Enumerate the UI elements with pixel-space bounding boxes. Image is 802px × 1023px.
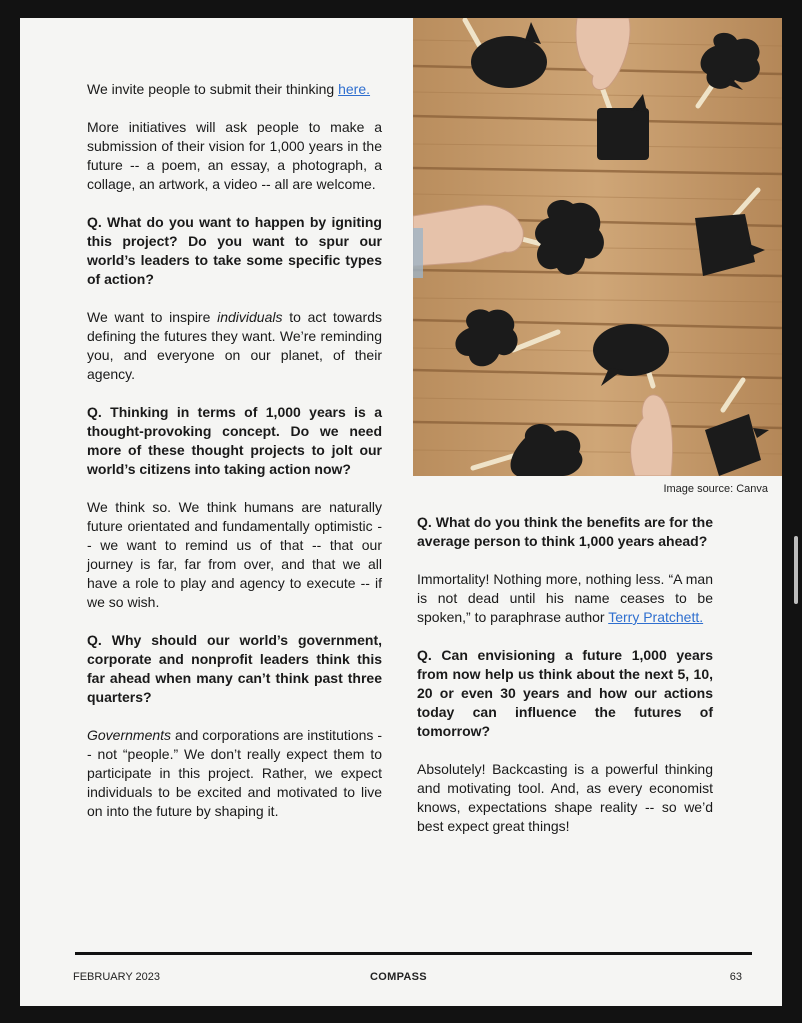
footer-brand: COMPASS (370, 971, 427, 983)
question-envisioning: Q. Can envisioning a future 1,000 years from now help us think about the next 5, 10, 20 or even 30 years and how our actions today can influence the futures of tomorrow? (417, 647, 713, 739)
footer-date: FEBRUARY 2023 (73, 971, 161, 983)
paragraph-submit: We invite people to submit their thinking here. (87, 81, 371, 97)
here-link[interactable]: here. (338, 81, 371, 97)
bubble-oval-1 (471, 36, 547, 88)
terry-pratchett-link[interactable]: Terry Pratchett. (608, 609, 704, 625)
question-leaders: Q. Why should our world’s government, corporate and nonprofit leaders think this far ahead when many can’t think past three quarters? (87, 632, 382, 705)
paragraph-initiatives: More initiatives will ask people to make a submission of their vision for 1,000 years in the future -- a poem, an essay, a photograph, a collage, an artwork, a video -- all are welcome. (87, 119, 382, 192)
speech-bubbles-photo (413, 18, 782, 476)
question-benefits: Q. What do you think the benefits are for the average person to think 1,000 years ahead? (417, 514, 713, 549)
answer-benefits: Immortality! Nothing more, nothing less. “A man is not dead until his name ceases to be spoken,” to paraphrase author Terry Pratchett. (417, 571, 713, 625)
answer-igniting: We want to inspire individuals to act towards defining the futures they want. We’re reminding you, and everyone on our planet, of their agency. (87, 309, 383, 382)
answer-envisioning: Absolutely! Backcasting is a powerful thinking and motivating tool. And, as every economist knows, expectations shape reality -- so we’d best expect great things! (417, 761, 713, 834)
page-number: 63 (729, 971, 742, 983)
question-thought-projects: Q. Thinking in terms of 1,000 years is a thought-provoking concept. Do we need more of these thought projects to jolt our world’s citizens into taking action now? (87, 404, 382, 477)
footer-divider (75, 952, 752, 955)
question-igniting: Q. What do you want to happen by igniting this project? Do you want to spur our world’s leaders to take some specific types of action? (87, 214, 382, 287)
left-column (87, 80, 382, 840)
answer-thought-projects: We think so. We think humans are naturally future orientated and fundamentally optimistic -- we want to remind us of that -- that our journey is far, far from over, and that we all have a role to play and agency to execute -- if we so wish. (87, 499, 382, 610)
image-caption: Image source: Canva (663, 483, 768, 495)
magazine-page (20, 18, 782, 1006)
speech-bubbles-illustration (413, 18, 782, 476)
right-column (417, 513, 713, 855)
answer-leaders: Governments and corporations are institutions -- not “people.” We don’t really expect them to participate in this project. Rather, we expect individuals to be excited and motivated to live on into the future by shaping it. (87, 727, 382, 819)
scrollbar-thumb[interactable] (794, 536, 798, 604)
